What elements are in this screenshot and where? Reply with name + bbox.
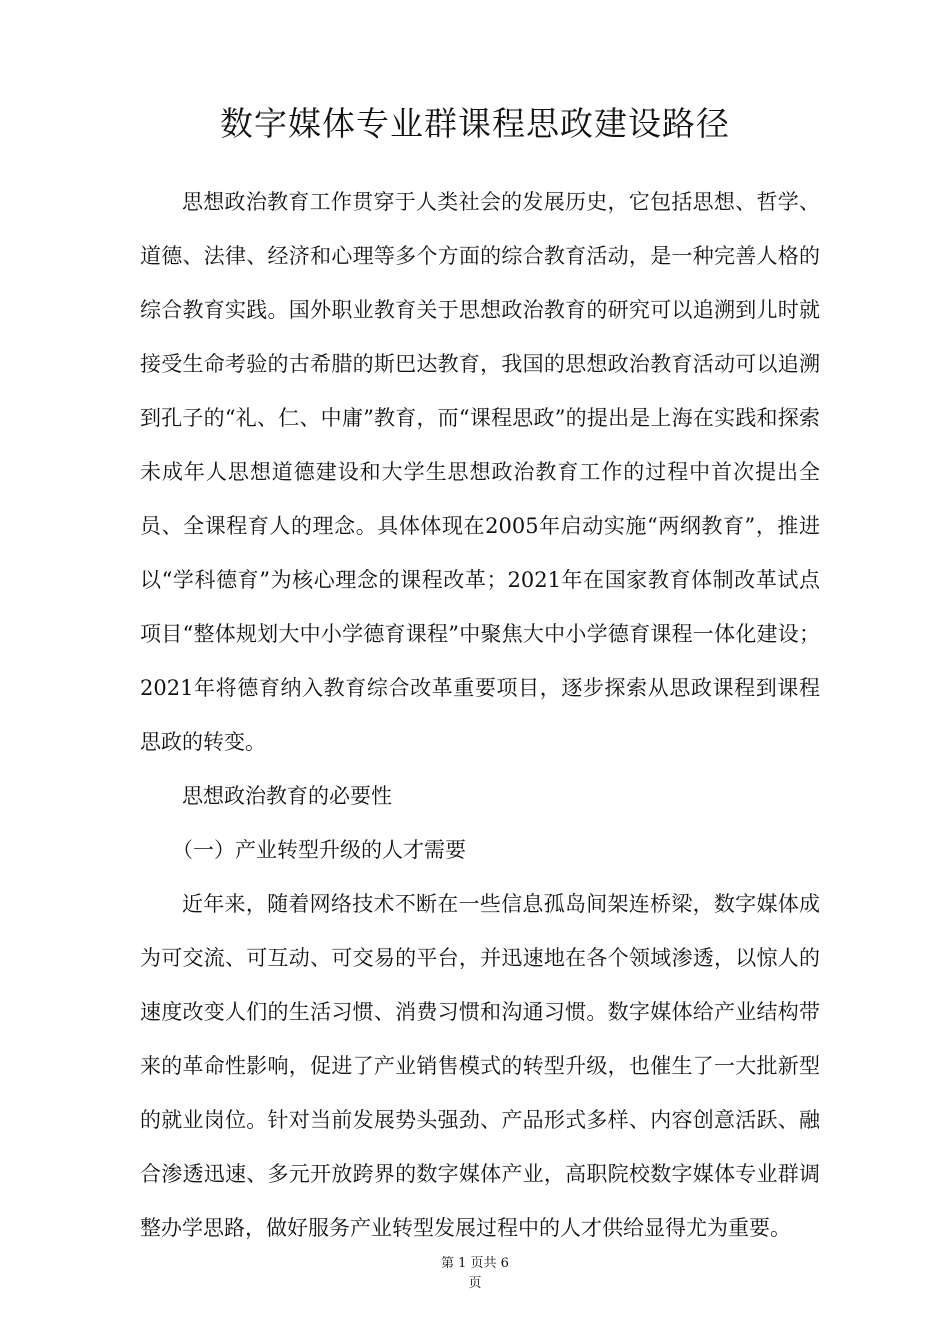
page-number-line1: 第 1 页共 6 <box>441 1256 509 1271</box>
subsection-heading: （一）产业转型升级的人才需要 <box>172 838 466 862</box>
body-paragraph-2: 近年来，随着网络技术不断在一些信息孤岛间架连桥梁，数字媒体成为可交流、可互动、可交易的平台，并迅速地在各个领域渗透，以惊人的速度改变人们的生活习惯、消费习惯和沟通习惯。数字媒体给产业结构带来的革命性影响，促进了产业销售模式的转型升级，也催生了一大批新型的就业岗位。针对当前发展势头强劲、产品形式多样、内容创意活跃、融合渗透迅速、多元开放跨界的数字媒体产业，高职院校数字媒体专业群调整办学思路，做好服务产业转型发展过程中的人才供给显得尤为重要。 <box>140 892 820 1240</box>
document-title: 数字媒体专业群课程思政建设路径 <box>220 104 730 143</box>
page-footer <box>0 1254 950 1294</box>
document-body <box>140 175 820 1255</box>
section-heading: 思想政治教育的必要性 <box>182 784 392 808</box>
page-number-line2: 页 <box>468 1276 482 1291</box>
intro-paragraph: 思想政治教育工作贯穿于人类社会的发展历史，它包括思想、哲学、道德、法律、经济和心理等多个方面的综合教育活动，是一种完善人格的综合教育实践。国外职业教育关于思想政治教育的研究可以追溯到儿时就接受生命考验的古希腊的斯巴达教育，我国的思想政治教育活动可以追溯到孔子的“礼、仁、中庸”教育，而“课程思政”的提出是上海在实践和探索未成年人思想道德建设和大学生思想政治教育工作的过程中首次提出全员、全课程育人的理念。具体体现在2005年启动实施“两纲教育”，推进以“学科德育”为核心理念的课程改革；2021年在国家教育体制改革试点项目“整体规划大中小学德育课程”中聚焦大中小学德育课程一体化建设；2021年将德育纳入教育综合改革重要项目，逐步探索从思政课程到课程思政的转变。 <box>140 190 820 754</box>
